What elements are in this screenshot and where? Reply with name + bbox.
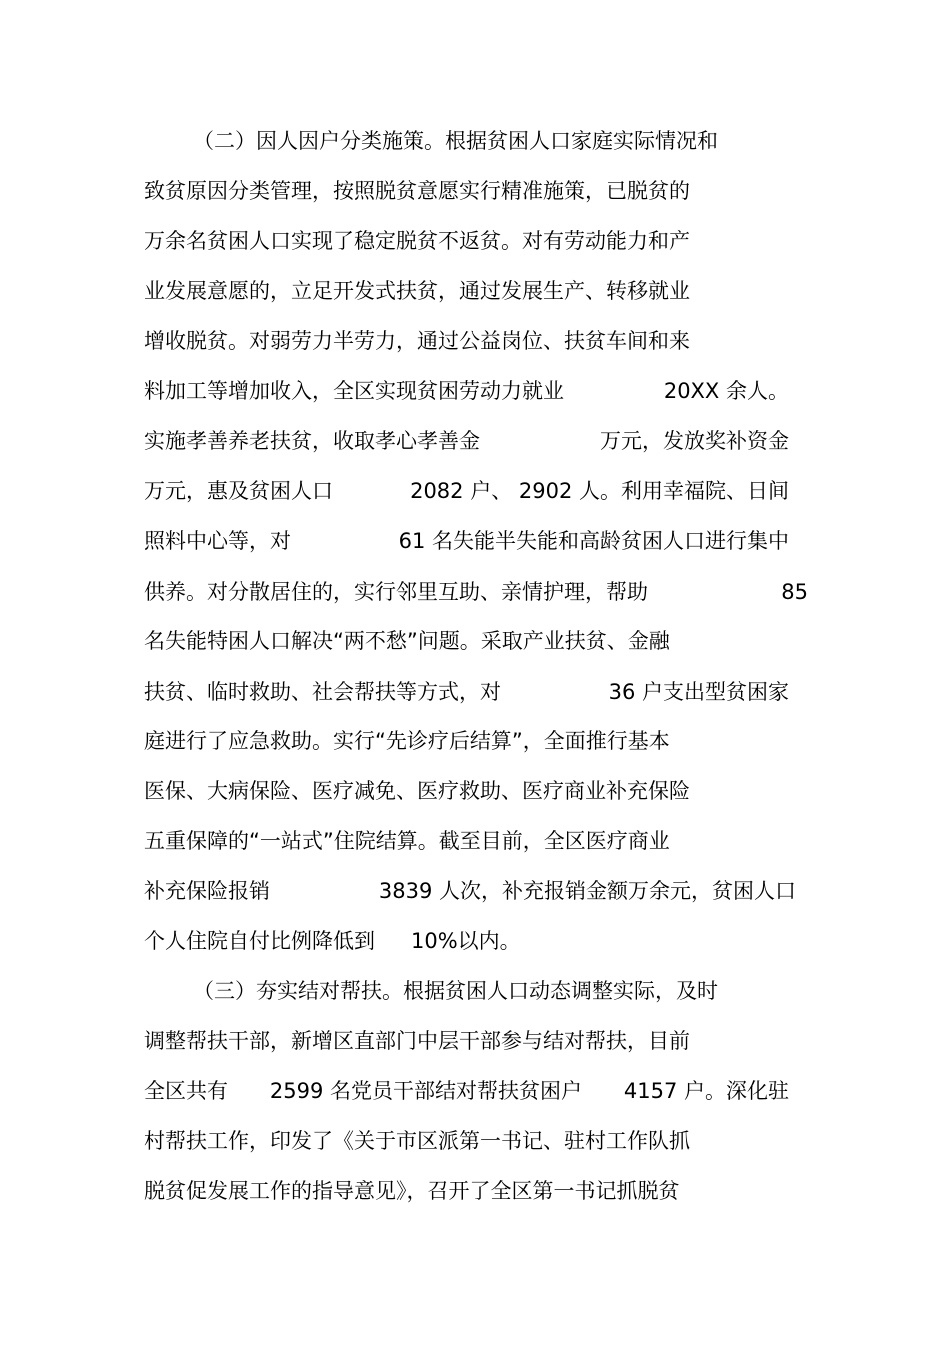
line-text: 医保、大病保险、医疗减免、医疗救助、医疗商业补充保险 [144, 779, 690, 803]
text-line [144, 226, 824, 256]
text-line [144, 726, 824, 756]
line-text: 个人住院自付比例降低到 [144, 929, 375, 953]
text-line [144, 1176, 824, 1206]
line-text: 4157 户。深化驻 [623, 1079, 789, 1103]
text-line [144, 826, 824, 856]
text-line [144, 376, 789, 406]
text-line [144, 276, 824, 306]
text-line [144, 626, 824, 656]
line-text: 2599 名党员干部结对帮扶贫困户 [269, 1079, 582, 1103]
line-text: 实施孝善养老扶贫，收取孝心孝善金 [144, 429, 480, 453]
text-line [144, 1076, 789, 1106]
text-line [144, 926, 824, 956]
line-text: 61 名失能半失能和高龄贫困人口进行集中 [398, 529, 789, 553]
line-text: 料加工等增加收入，全区实现贫困劳动力就业 [144, 379, 564, 403]
line-text: 供养。对分散居住的，实行邻里互助、亲情护理，帮助 [144, 580, 648, 604]
line-text: （二）因人因户分类施策。根据贫困人口家庭实际情况和 [193, 129, 718, 153]
line-text: 调整帮扶干部，新增区直部门中层干部参与结对帮扶，目前 [144, 1029, 690, 1053]
line-text: 名失能特困人口解决“两不愁”问题。采取产业扶贫、金融 [144, 629, 670, 653]
line-text: 脱贫促发展工作的指导意见》，召开了全区第一书记抓脱贫 [144, 1179, 680, 1203]
line-text: 3839 人次，补充报销金额万余元，贫困人口 [378, 879, 796, 903]
text-line [144, 1026, 824, 1056]
line-text: 五重保障的“一站式”住院结算。截至目前，全区医疗商业 [144, 829, 670, 853]
text-line [144, 876, 796, 906]
line-text: 2082 户、 2902 人。利用幸福院、日间 [410, 479, 789, 503]
text-line [144, 426, 789, 456]
line-text: 补充保险报销 [144, 879, 270, 903]
text-line [144, 776, 824, 806]
line-text: 36 户支出型贫困家 [608, 680, 789, 704]
text-line [144, 577, 808, 607]
text-line [144, 326, 824, 356]
text-line [144, 677, 789, 707]
text-line [144, 176, 824, 206]
line-text: 照料中心等，对 [144, 529, 291, 553]
line-text: 扶贫、临时救助、社会帮扶等方式，对 [144, 680, 501, 704]
text-line [193, 976, 873, 1006]
text-line [144, 476, 789, 506]
line-text: 85 [781, 580, 808, 604]
line-text: 致贫原因分类管理，按照脱贫意愿实行精准施策，已脱贫的 [144, 179, 690, 203]
line-text: 万元，发放奖补资金 [600, 429, 789, 453]
line-text: 增收脱贫。对弱劳力半劳力，通过公益岗位、扶贫车间和来 [144, 329, 690, 353]
line-text: 20XX 余人。 [663, 379, 789, 403]
line-text: 全区共有 [144, 1079, 228, 1103]
line-text: 10%以内。 [411, 929, 521, 953]
text-line [193, 126, 873, 156]
line-text: （三）夯实结对帮扶。根据贫困人口动态调整实际，及时 [193, 979, 718, 1003]
line-text: 村帮扶工作，印发了《关于市区派第一书记、驻村工作队抓 [144, 1129, 690, 1153]
line-text: 庭进行了应急救助。实行“先诊疗后结算”，全面推行基本 [144, 729, 670, 753]
line-text: 万元，惠及贫困人口 [144, 479, 333, 503]
text-line [144, 1126, 824, 1156]
text-line [144, 526, 789, 556]
line-text: 万余名贫困人口实现了稳定脱贫不返贫。对有劳动能力和产 [144, 229, 690, 253]
line-text: 业发展意愿的，立足开发式扶贫，通过发展生产、转移就业 [144, 279, 690, 303]
